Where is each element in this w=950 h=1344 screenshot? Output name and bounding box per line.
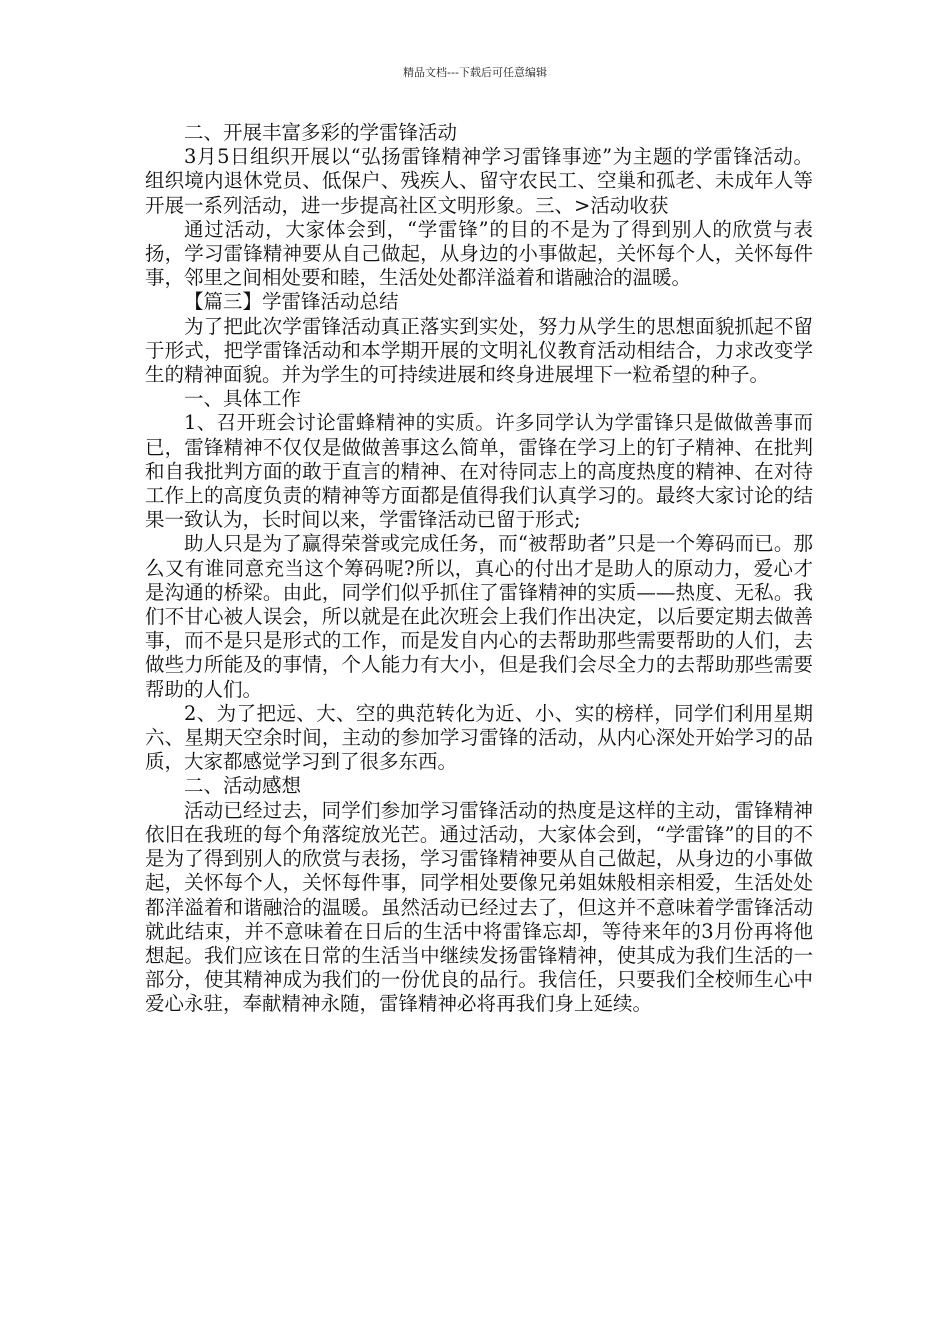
section-title-part-three: 【篇三】学雷锋活动总结 — [184, 290, 399, 314]
paragraph-reflections: 活动已经过去，同学们参加学习雷锋活动的热度是这样的主动，雷锋精神依旧在我班的每个角落绽放光芒。通过活动，大家体会到，“学雷锋”的目的不是为了得到别人的欣赏与表扬，学习雷锋精神要从自己做起，从身边的小事做起，关怀每个人，关怀每件事，同学相处要像兄弟姐妹般相亲相爱，生活处处都洋溢着和谐融洽的温暖。虽然活动已经过去了，但这并不意味着学雷锋活动就此结束，并不意味着在日后的生活中将雷锋忘却，等待来年的3月份再将他想起。我们应该在日常的生活当中继续发扬雷锋精神，使其成为我们生活的一部分，使其精神成为我们的一份优良的品行。我信任，只要我们全校师生心中爱心永驻，奉献精神永随，雷锋精神必将再我们身上延续。 — [145, 798, 813, 1016]
paragraph-intro: 为了把此次学雷锋活动真正落实到实处，努力从学生的思想面貌抓起不留于形式，把学雷锋活动和本学期开展的文明礼仪教育活动相结合，力求改变学生的精神面貌。并为学生的可持续进展和终身进展埋下一粒希望的种子。 — [145, 314, 813, 387]
section-heading-activities: 二、开展丰富多彩的学雷锋活动 — [184, 121, 458, 144]
paragraph-role-models: 2、为了把远、大、空的典范转化为近、小、实的榜样，同学们利用星期六、星期天空余时间，主动的参加学习雷锋的活动，从内心深处开始学习的品质，大家都感觉学习到了很多东西。 — [145, 701, 813, 774]
page-header: 精品文档---下载后可任意编辑 — [403, 66, 547, 79]
paragraph-class-meeting: 1、召开班会讨论雷蜂精神的实质。许多同学认为学雷锋只是做做善事而已，雷锋精神不仅仅是做做善事这么简单，雷锋在学习上的钉子精神、在批判和自我批判方面的敢于直言的精神、在对待同志上的高度热度的精神、在对待工作上的高度负责的精神等方面都是值得我们认真学习的。最终大家讨论的结果一致认为，长时间以来，学雷锋活动已留于形式; — [145, 411, 813, 532]
paragraph-march-activity: 3月5日组织开展以“弘扬雷锋精神学习雷锋事迹”为主题的学雷锋活动。组织境内退休党员、低保户、残疾人、留守农民工、空巢和孤老、未成年人等开展一系列活动，进一步提高社区文明形象。三、>活动收获 — [145, 145, 813, 217]
paragraph-harvest: 通过活动，大家体会到，“学雷锋”的目的不是为了得到别人的欣赏与表扬，学习雷锋精神要从自己做起，从身边的小事做起，关怀每个人，关怀每件事，邻里之间相处要和睦，生活处处都洋溢着和谐融洽的温暖。 — [145, 217, 813, 290]
document-body — [145, 121, 813, 1017]
section-heading-specific-work: 一、具体工作 — [184, 387, 302, 411]
section-heading-reflections: 二、活动感想 — [184, 774, 302, 798]
paragraph-helping-others: 助人只是为了赢得荣誉或完成任务，而“被帮助者”只是一个筹码而已。那么又有谁同意充当这个筹码呢?所以，真心的付出才是助人的原动力，爱心才是沟通的桥梁。由此，同学们似乎抓住了雷锋精神的实质——热度、无私。我们不甘心被人误会，所以就是在此次班会上我们作出决定，以后要定期去做善事，而不是只是形式的工作，而是发自内心的去帮助那些需要帮助的人们，去做些力所能及的事情，个人能力有大小，但是我们会尽全力的去帮助那些需要帮助的人们。 — [145, 532, 813, 701]
